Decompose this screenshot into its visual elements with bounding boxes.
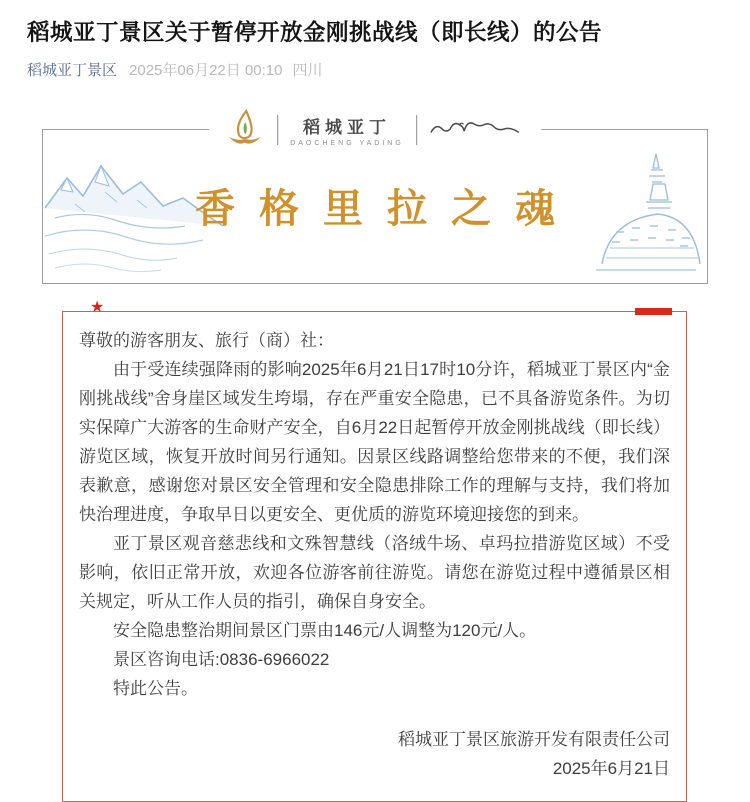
star-icon: ★ [90,299,105,316]
notice-box [62,299,687,802]
logo-divider [416,115,417,145]
notice-paragraph: 安全隐患整治期间景区门票由146元/人调整为120元/人。 [113,621,537,640]
slogan-text: 香格里拉之魂 [195,185,579,232]
signature-block [79,725,670,783]
salutation: 尊敬的游客朋友、旅行（商）社： [79,331,334,350]
publish-location: 四川 [292,62,323,79]
logo-divider [277,115,278,145]
banner-image [42,118,708,284]
brand-name-block [290,113,404,147]
signature: 稻城亚丁景区旅游开发有限责任公司 [398,730,670,749]
notice-paragraph: 由于受连续强降雨的影响2025年6月21日17时10分许，稻城亚丁景区内“金刚挑战线”舍身崖区域发生垮塌，存在严重安全隐患，已不具备游览条件。为切实保障广大游客的生命财产安全，自6月22日起暂停开放金刚挑战线（即长线）游览区域，恢复开放时间另行通知。因景区线路调整给您带来的不便，我们深表歉意，感谢您对景区安全管理和安全隐患排除工作的理解与支持，我们将加快治理进度，争取早日以更安全、更优质的游览环境迎接您的到来。 [79,360,670,524]
page-title: 稻城亚丁景区关于暂停开放金刚挑战线（即长线）的公告 [27,20,603,45]
notice-paragraph: 特此公告。 [113,679,198,698]
brand-name: 稻城亚丁 [303,118,391,137]
article-meta [27,61,723,81]
publish-datetime: 2025年06月22日 00:10 [129,62,283,79]
signature-date: 2025年6月21日 [552,759,670,778]
notice-paragraph: 亚丁景区观音慈悲线和文殊智慧线（洛绒牛场、卓玛拉措游览区域）不受影响，依旧正常开放，欢迎各位游客前往游览。请您在游览过程中遵循景区相关规定，听从工作人员的指引，确保自身安全。 [79,534,670,611]
lotus-flame-logo-icon [225,109,265,151]
tibetan-script-icon [429,119,525,141]
notice-paragraph: 景区咨询电话:0836-6966022 [113,650,330,669]
brand-logo-lockup [209,103,541,157]
account-link[interactable]: 稻城亚丁景区 [27,62,118,79]
brand-name-en: DAOCHENG YADING [290,140,404,147]
red-bar-decoration [635,308,672,315]
